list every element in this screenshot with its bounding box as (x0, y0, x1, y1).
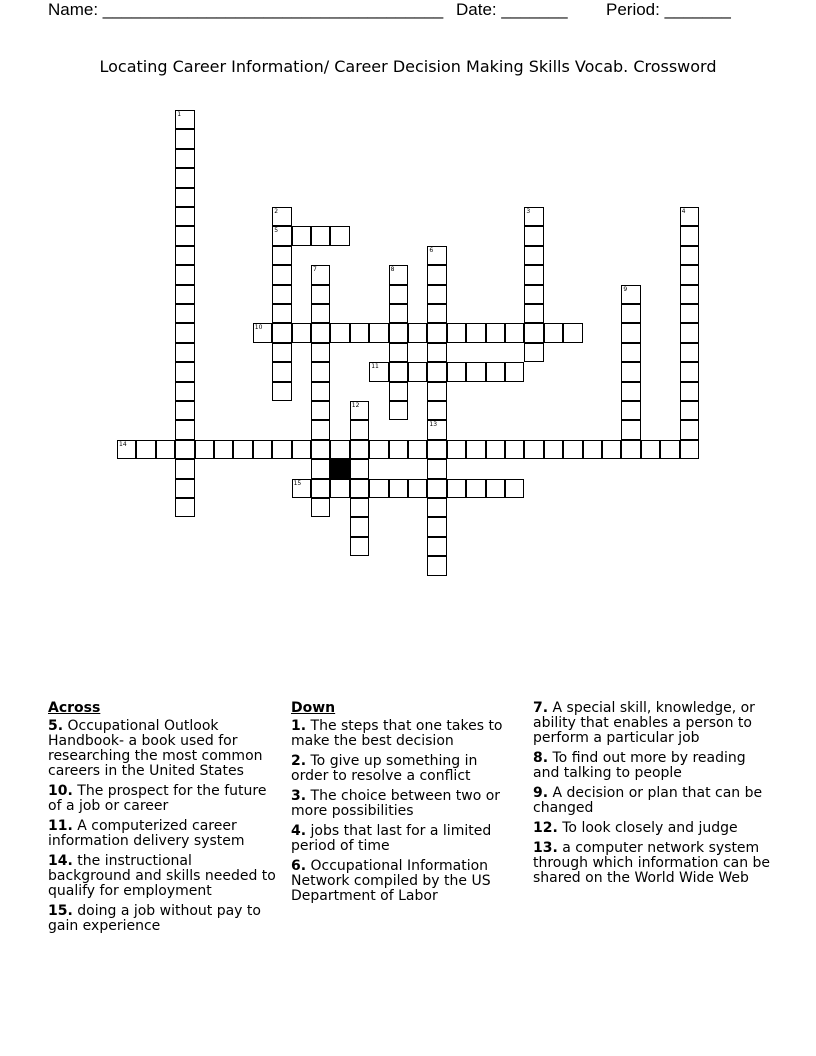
grid-cell[interactable] (350, 459, 369, 478)
cell-number: 10 (254, 324, 263, 332)
grid-cell[interactable] (175, 129, 194, 148)
grid-cell[interactable] (350, 517, 369, 536)
clue-number: 14. (48, 853, 73, 869)
grid-cell[interactable] (350, 479, 369, 498)
grid-cell[interactable] (524, 440, 543, 459)
grid-cell[interactable] (389, 362, 408, 381)
grid-cell[interactable] (311, 420, 330, 439)
grid-cell[interactable] (486, 479, 505, 498)
grid-cell[interactable] (680, 382, 699, 401)
grid-cell[interactable] (621, 304, 640, 323)
grid-cell[interactable] (369, 479, 388, 498)
grid-cell[interactable] (427, 304, 446, 323)
grid-cell[interactable] (272, 362, 291, 381)
clue-text: The steps that one takes to make the best decision (291, 718, 503, 749)
clue-number: 13. (533, 840, 558, 856)
grid-cell[interactable] (486, 440, 505, 459)
down-clue (533, 841, 773, 886)
grid-cell[interactable] (175, 285, 194, 304)
grid-cell[interactable] (427, 459, 446, 478)
across-clue (48, 784, 278, 814)
grid-cell[interactable] (621, 343, 640, 362)
grid-cell[interactable] (292, 440, 311, 459)
grid-cell[interactable] (680, 207, 699, 226)
cell-number: 15 (293, 479, 302, 487)
grid-cell[interactable] (680, 401, 699, 420)
grid-cell[interactable] (175, 343, 194, 362)
grid-cell[interactable] (524, 285, 543, 304)
grid-cell[interactable] (427, 362, 446, 381)
grid-cell[interactable] (621, 285, 640, 304)
grid-cell[interactable] (369, 323, 388, 342)
cell-number: 8 (390, 266, 395, 274)
grid-cell[interactable] (389, 343, 408, 362)
down-clue (291, 824, 516, 854)
clue-text: doing a job without pay to gain experience (48, 903, 261, 934)
grid-cell[interactable] (389, 323, 408, 342)
down-clue (533, 821, 773, 836)
clue-text: The choice between two or more possibilities (291, 788, 501, 819)
grid-cell[interactable] (330, 226, 349, 245)
grid-cell[interactable] (408, 440, 427, 459)
grid-cell[interactable] (680, 362, 699, 381)
clue-number: 10. (48, 783, 73, 799)
grid-cell[interactable] (369, 362, 388, 381)
grid-cell[interactable] (408, 323, 427, 342)
clue-number: 9. (533, 785, 549, 801)
clue-text: To find out more by reading and talking to people (533, 750, 746, 781)
grid-cell[interactable] (524, 304, 543, 323)
grid-cell[interactable] (544, 323, 563, 342)
grid-cell[interactable] (253, 440, 272, 459)
period-field[interactable]: Period: _______ (606, 0, 731, 19)
grid-cell[interactable] (408, 362, 427, 381)
grid-cell[interactable] (136, 440, 155, 459)
grid-cell[interactable] (583, 440, 602, 459)
grid-cell[interactable] (660, 440, 679, 459)
grid-cell[interactable] (427, 382, 446, 401)
clue-text: the instructional background and skills needed to qualify for employment (48, 853, 276, 899)
grid-cell[interactable] (427, 556, 446, 575)
grid-cell[interactable] (447, 323, 466, 342)
clue-text: A computerized career information delivery system (48, 818, 245, 849)
clue-number: 5. (48, 718, 64, 734)
grid-cell[interactable] (175, 207, 194, 226)
grid-cell[interactable] (427, 440, 446, 459)
grid-cell[interactable] (350, 440, 369, 459)
across-heading: Across (48, 700, 101, 716)
grid-cell[interactable] (389, 479, 408, 498)
grid-cell[interactable] (311, 265, 330, 284)
grid-cell[interactable] (233, 440, 252, 459)
grid-cell[interactable] (350, 498, 369, 517)
cell-number: 13 (429, 421, 438, 429)
clue-text: a computer network system through which information can be shared on the World Wide Web (533, 840, 771, 886)
grid-cell[interactable] (272, 304, 291, 323)
grid-cell[interactable] (272, 226, 291, 245)
grid-cell[interactable] (524, 226, 543, 245)
grid-cell[interactable] (311, 382, 330, 401)
grid-cell[interactable] (427, 265, 446, 284)
grid-cell[interactable] (272, 265, 291, 284)
clue-number: 15. (48, 903, 73, 919)
down-clue (533, 701, 773, 746)
grid-cell[interactable] (311, 440, 330, 459)
grid-cell[interactable] (427, 498, 446, 517)
grid-cell[interactable] (311, 226, 330, 245)
grid-cell[interactable] (466, 323, 485, 342)
grid-cell[interactable] (311, 323, 330, 342)
clue-number: 1. (291, 718, 307, 734)
grid-cell[interactable] (680, 265, 699, 284)
grid-cell[interactable] (680, 285, 699, 304)
clue-number: 12. (533, 820, 558, 836)
grid-cell[interactable] (621, 362, 640, 381)
clue-text: The prospect for the future of a job or career (48, 783, 267, 814)
clue-text: Occupational Outlook Handbook- a book used for researching the most common careers in the United States (48, 718, 263, 779)
grid-cell[interactable] (389, 265, 408, 284)
grid-cell[interactable] (447, 440, 466, 459)
grid-cell[interactable] (621, 420, 640, 439)
grid-cell[interactable] (175, 323, 194, 342)
grid-cell[interactable] (427, 517, 446, 536)
grid-cell[interactable] (175, 110, 194, 129)
grid-cell[interactable] (350, 537, 369, 556)
grid-cell[interactable] (350, 420, 369, 439)
grid-cell[interactable] (272, 440, 291, 459)
grid-cell[interactable] (680, 440, 699, 459)
grid-cell[interactable] (641, 440, 660, 459)
grid-cell[interactable] (505, 362, 524, 381)
across-clue (48, 819, 278, 849)
grid-cell[interactable] (272, 343, 291, 362)
clue-number: 11. (48, 818, 73, 834)
grid-cell[interactable] (563, 323, 582, 342)
grid-cell[interactable] (175, 362, 194, 381)
grid-cell[interactable] (311, 401, 330, 420)
down-clue (533, 751, 773, 781)
grid-cell[interactable] (524, 323, 543, 342)
grid-cell[interactable] (427, 401, 446, 420)
grid-cell[interactable] (466, 440, 485, 459)
grid-cell[interactable] (175, 149, 194, 168)
grid-cell[interactable] (175, 226, 194, 245)
grid-cell[interactable] (505, 479, 524, 498)
grid-cell[interactable] (350, 401, 369, 420)
clue-text: To look closely and judge (557, 820, 738, 836)
grid-cell[interactable] (175, 459, 194, 478)
grid-cell[interactable] (427, 420, 446, 439)
grid-cell[interactable] (292, 226, 311, 245)
grid-cell[interactable] (680, 420, 699, 439)
grid-cell[interactable] (680, 226, 699, 245)
grid-cell[interactable] (389, 285, 408, 304)
grid-cell[interactable] (389, 382, 408, 401)
grid-cell[interactable] (427, 246, 446, 265)
grid-cell[interactable] (175, 168, 194, 187)
grid-cell[interactable] (621, 382, 640, 401)
down-clue (533, 786, 773, 816)
cell-number: 12 (351, 402, 360, 409)
down-heading: Down (291, 700, 336, 716)
down-clue (291, 859, 516, 904)
grid-cell[interactable] (369, 440, 388, 459)
grid-cell[interactable] (272, 382, 291, 401)
grid-cell[interactable] (427, 479, 446, 498)
grid-cell[interactable] (524, 246, 543, 265)
grid-cell[interactable] (253, 323, 272, 342)
grid-cell[interactable] (272, 246, 291, 265)
date-field[interactable]: Date: _______ (456, 0, 568, 19)
clue-text: To give up something in order to resolve a conflict (291, 753, 478, 784)
grid-cell[interactable] (311, 362, 330, 381)
clue-number: 7. (533, 700, 549, 716)
grid-cell[interactable] (311, 285, 330, 304)
grid-cell[interactable] (389, 401, 408, 420)
down-clue (291, 719, 516, 749)
grid-cell[interactable] (117, 440, 136, 459)
grid-cell[interactable] (272, 323, 291, 342)
grid-cell[interactable] (292, 323, 311, 342)
grid-cell[interactable] (680, 246, 699, 265)
grid-cell[interactable] (621, 440, 640, 459)
grid-cell[interactable] (389, 304, 408, 323)
grid-cell[interactable] (447, 479, 466, 498)
grid-cell[interactable] (330, 323, 349, 342)
clue-text: A special skill, knowledge, or ability that enables a person to perform a particular job (533, 700, 755, 746)
grid-cell[interactable] (311, 479, 330, 498)
grid-cell[interactable] (214, 440, 233, 459)
grid-cell[interactable] (175, 246, 194, 265)
grid-cell[interactable] (427, 285, 446, 304)
grid-cell[interactable] (175, 265, 194, 284)
grid-cell[interactable] (195, 440, 214, 459)
grid-cell[interactable] (621, 401, 640, 420)
grid-cell[interactable] (311, 498, 330, 517)
grid-cell[interactable] (389, 440, 408, 459)
grid-cell[interactable] (621, 323, 640, 342)
grid-cell[interactable] (466, 479, 485, 498)
grid-cell[interactable] (311, 304, 330, 323)
grid-cell[interactable] (272, 207, 291, 226)
grid-cell[interactable] (272, 285, 291, 304)
clue-number: 2. (291, 753, 307, 769)
grid-cell[interactable] (524, 343, 543, 362)
grid-cell[interactable] (680, 323, 699, 342)
grid-cell[interactable] (156, 440, 175, 459)
clue-number: 3. (291, 788, 307, 804)
cell-number: 1 (177, 111, 182, 118)
grid-cell[interactable] (427, 537, 446, 556)
down-clues-col1 (291, 701, 516, 909)
grid-cell[interactable] (505, 440, 524, 459)
grid-cell[interactable] (330, 440, 349, 459)
grid-cell[interactable] (524, 207, 543, 226)
clue-text: Occupational Information Network compiled by the US Department of Labor (291, 858, 491, 904)
grid-cell[interactable] (486, 362, 505, 381)
across-clues (48, 701, 278, 939)
across-clue (48, 904, 278, 934)
page-title: Locating Career Information/ Career Decision Making Skills Vocab. Crossword (99, 57, 717, 76)
grid-cell[interactable] (330, 479, 349, 498)
clue-number: 4. (291, 823, 307, 839)
clue-text: jobs that last for a limited period of time (291, 823, 492, 854)
clue-number: 8. (533, 750, 549, 766)
across-clue (48, 854, 278, 899)
grid-cell[interactable] (175, 420, 194, 439)
grid-cell[interactable] (427, 323, 446, 342)
cell-number: 2 (274, 208, 279, 215)
grid-cell[interactable] (466, 362, 485, 381)
grid-cell[interactable] (447, 362, 466, 381)
grid-cell[interactable] (175, 401, 194, 420)
grid-cell[interactable] (175, 188, 194, 207)
cell-number: 5 (274, 227, 279, 235)
grid-cell[interactable] (175, 304, 194, 323)
across-clue (48, 719, 278, 779)
grid-cell[interactable] (486, 323, 505, 342)
cell-number: 3 (526, 208, 531, 215)
cell-number: 7 (313, 266, 317, 274)
grid-cell[interactable] (408, 479, 427, 498)
cell-number: 6 (429, 246, 434, 254)
grid-cell[interactable] (505, 323, 524, 342)
grid-cell[interactable] (175, 498, 194, 517)
grid-cell[interactable] (563, 440, 582, 459)
down-clue (291, 754, 516, 784)
down-clue (291, 789, 516, 819)
clue-number: 6. (291, 858, 307, 874)
grid-cell[interactable] (350, 323, 369, 342)
clue-text: A decision or plan that can be changed (533, 785, 763, 816)
grid-cell[interactable] (292, 479, 311, 498)
cell-number: 9 (623, 285, 628, 293)
grid-cell[interactable] (544, 440, 563, 459)
grid-cell[interactable] (680, 343, 699, 362)
grid-cell[interactable] (175, 479, 194, 498)
grid-cell[interactable] (427, 343, 446, 362)
grid-cell[interactable] (311, 343, 330, 362)
grid-cell[interactable] (311, 459, 330, 478)
grid-cell[interactable] (175, 440, 194, 459)
name-field[interactable]: Name: ____________________________________ (48, 0, 444, 19)
grid-cell[interactable] (524, 265, 543, 284)
cell-number: 11 (371, 363, 379, 371)
cell-number: 14 (119, 440, 127, 448)
down-clues-col2 (533, 701, 773, 891)
cell-number: 4 (681, 208, 686, 215)
grid-cell[interactable] (680, 304, 699, 323)
grid-cell[interactable] (602, 440, 621, 459)
grid-cell[interactable] (175, 382, 194, 401)
blocked-cell (330, 459, 349, 478)
